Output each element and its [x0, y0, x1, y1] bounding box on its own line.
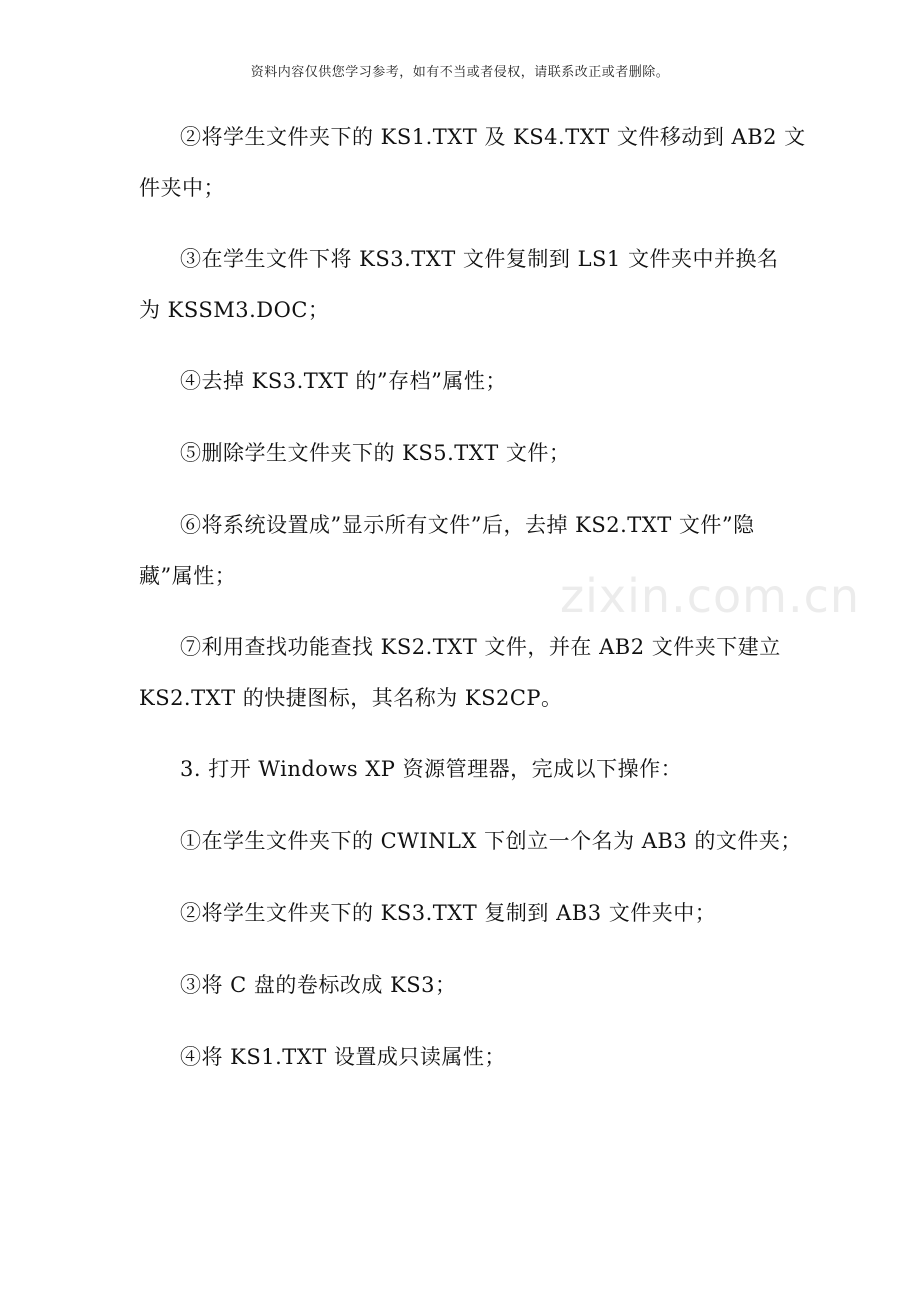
section-heading: 3. 打开 Windows XP 资源管理器，完成以下操作： — [180, 757, 683, 781]
instruction-line: KS2.TXT 的快捷图标，其名称为 KS2CP。 — [139, 686, 563, 710]
instruction-line: 为 KSSM3.DOC； — [139, 298, 330, 322]
instruction-line: ⑥将系统设置成”显示所有文件”后，去掉 KS2.TXT 文件”隐 — [180, 513, 755, 537]
instruction-line: ②将学生文件夹下的 KS1.TXT 及 KS4.TXT 文件移动到 AB2 文 — [180, 125, 806, 149]
instruction-line: ③在学生文件下将 KS3.TXT 文件复制到 LS1 文件夹中并换名 — [180, 247, 779, 271]
instruction-line: ④去掉 KS3.TXT 的”存档”属性； — [180, 369, 507, 393]
instruction-line: ①在学生文件夹下的 CWINLX 下创立一个名为 AB3 的文件夹； — [180, 829, 802, 853]
disclaimer-header: 资料内容仅供您学习参考，如有不当或者侵权，请联系改正或者删除。 — [250, 65, 670, 80]
instruction-line: 件夹中； — [139, 176, 225, 200]
instruction-line: ③将 C 盘的卷标改成 KS3； — [180, 973, 457, 997]
instruction-line: 藏”属性； — [139, 564, 237, 588]
instruction-line: ⑦利用查找功能查找 KS2.TXT 文件，并在 AB2 文件夹下建立 — [180, 635, 781, 659]
instruction-line: ⑤删除学生文件夹下的 KS5.TXT 文件； — [180, 441, 571, 465]
instruction-line: ②将学生文件夹下的 KS3.TXT 复制到 AB3 文件夹中； — [180, 901, 717, 925]
instruction-line: ④将 KS1.TXT 设置成只读属性； — [180, 1045, 506, 1069]
watermark: zixin.com.cn — [560, 569, 861, 623]
